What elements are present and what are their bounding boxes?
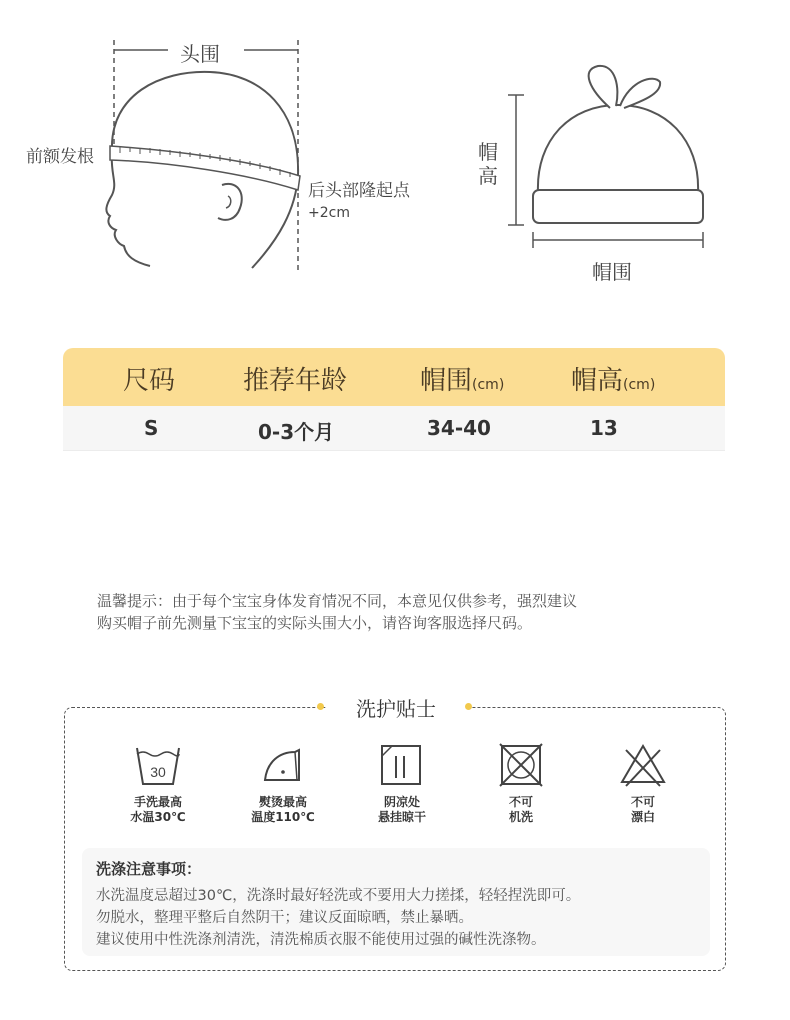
no-tumble-dry-icon bbox=[496, 740, 546, 790]
header-circ-text: 帽围 bbox=[420, 366, 473, 396]
hat-height-label: 帽高 bbox=[478, 140, 498, 188]
header-circ-unit: (cm) bbox=[472, 377, 505, 393]
caption-line: 不可 bbox=[630, 795, 655, 809]
no-bleach-icon bbox=[618, 740, 668, 790]
care-caption-iron bbox=[233, 795, 333, 825]
hat-circumference-label: 帽围 bbox=[592, 260, 632, 284]
header-height-unit: (cm) bbox=[623, 377, 656, 393]
table-empty-row bbox=[63, 450, 725, 506]
shade-dry-icon bbox=[376, 740, 426, 790]
occiput-label: 后头部隆起点 bbox=[308, 181, 410, 201]
caption-line: 不可 bbox=[508, 795, 533, 809]
care-caption-shade-dry bbox=[352, 795, 452, 825]
notes-title: 洗涤注意事项： bbox=[96, 860, 202, 878]
header-hat-circumference bbox=[420, 360, 504, 397]
iron-icon bbox=[257, 740, 307, 790]
header-height-text: 帽高 bbox=[571, 366, 624, 396]
table-header bbox=[63, 348, 725, 406]
washing-notes bbox=[82, 848, 710, 956]
table-row bbox=[63, 406, 725, 450]
caption-line: 温度110℃ bbox=[251, 810, 315, 824]
hat-diagram bbox=[470, 50, 730, 260]
header-age-text: 推荐年龄 bbox=[243, 366, 348, 396]
note-line-3: 建议使用中性洗涤剂清洗，清洗棉质衣服不能使用过强的碱性洗涤物。 bbox=[96, 932, 546, 948]
caption-line: 悬挂晾干 bbox=[377, 810, 426, 824]
header-size bbox=[123, 360, 175, 397]
cell-size: S bbox=[144, 416, 159, 440]
header-age bbox=[243, 360, 347, 397]
title-dot-left bbox=[317, 703, 324, 710]
wash-temp-text: 30 bbox=[150, 764, 166, 780]
header-size-text: 尺码 bbox=[123, 366, 176, 396]
head-circumference-label: 头围 bbox=[180, 42, 220, 66]
care-caption-no-bleach bbox=[593, 795, 693, 825]
caption-line: 熨烫最高 bbox=[258, 795, 307, 809]
forehead-hairline-label: 前额发根 bbox=[26, 147, 94, 167]
tip-line-1: 温馨提示：由于每个宝宝身体发育情况不同，本意见仅供参考，强烈建议 bbox=[97, 592, 578, 610]
cell-age: 0-3个月 bbox=[258, 420, 335, 444]
size-table bbox=[63, 348, 725, 506]
hand-wash-icon bbox=[133, 740, 183, 790]
cell-hat-circumference: 34-40 bbox=[427, 416, 491, 440]
caption-line: 机洗 bbox=[508, 810, 533, 824]
title-dot-right bbox=[465, 703, 472, 710]
caption-line: 水温30℃ bbox=[130, 810, 186, 824]
note-line-1: 水洗温度忌超过30℃，洗涤时最好轻洗或不要用大力搓揉，轻轻捏洗即可。 bbox=[96, 888, 581, 904]
caption-line: 阴凉处 bbox=[383, 795, 420, 809]
care-title: 洗护贴士 bbox=[326, 693, 466, 721]
note-line-2: 勿脱水，整理平整后自然阴干；建议反面晾晒，禁止暴晒。 bbox=[96, 910, 473, 926]
care-caption-hand-wash bbox=[108, 795, 208, 825]
tip-line-2: 购买帽子前先测量下宝宝的实际头围大小，请咨询客服选择尺码。 bbox=[97, 614, 533, 632]
care-caption-no-machine-wash bbox=[471, 795, 571, 825]
caption-line: 漂白 bbox=[630, 810, 655, 824]
caption-line: 手洗最高 bbox=[133, 795, 182, 809]
header-hat-height bbox=[571, 360, 655, 397]
allowance-label: +2cm bbox=[308, 205, 350, 221]
cell-hat-height: 13 bbox=[590, 416, 618, 440]
